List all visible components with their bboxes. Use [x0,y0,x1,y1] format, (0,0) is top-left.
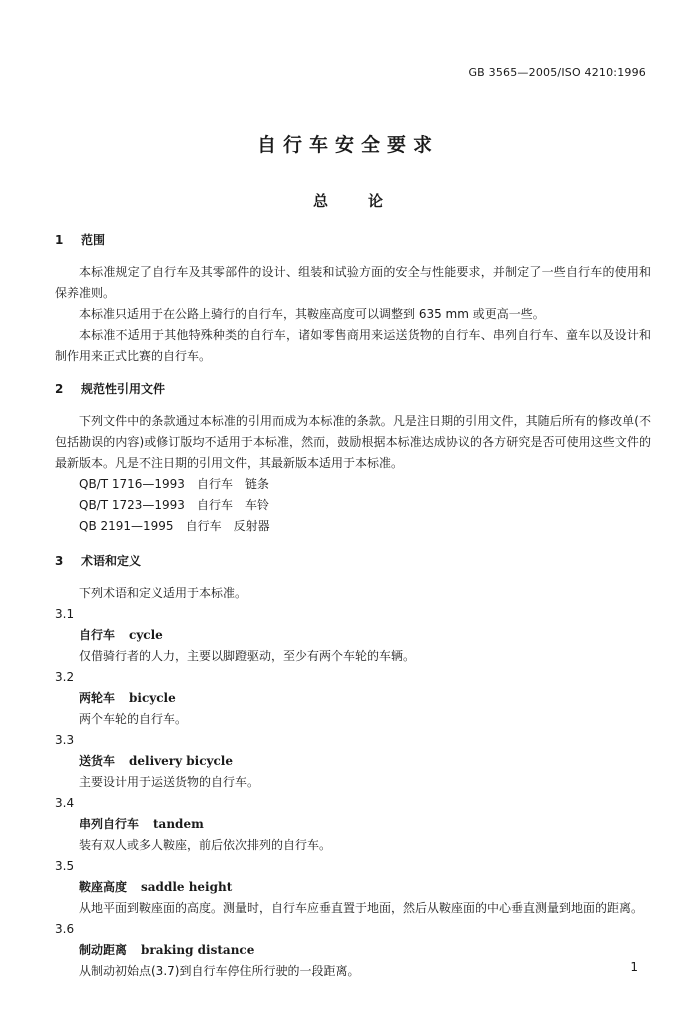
term-number: 3.4 [55,796,75,810]
paragraph: 下列文件中的条款通过本标准的引用而成为本标准的条款。凡是注日期的引用文件，其随后所有的修改单(不包括勘误的内容)或修订版均不适用于本标准，然而，鼓励根据本标准达成协议的各方研究是否可使用这些文件的最新版本。凡是不注日期的引用文件，其最新版本适用于本标准。 [55,414,651,470]
term-entry [55,751,651,772]
term-entry [55,625,651,646]
section-heading-scope [55,228,651,252]
paragraph: 本标准规定了自行车及其零部件的设计、组装和试验方面的安全与性能要求，并制定了一些自行车的使用和保养准则。 [55,265,651,300]
term-zh: 送货车 [79,754,116,768]
term-zh: 串列自行车 [79,817,140,831]
term-definition: 从地平面到鞍座面的高度。测量时，自行车应垂直置于地面，然后从鞍座面的中心垂直测量到地面的距离。 [79,901,644,915]
term-number: 3.3 [55,733,75,747]
section-number: 2 [55,382,64,396]
term-en: saddle height [141,880,233,894]
term-zh: 鞍座高度 [79,880,128,894]
section-number: 1 [55,233,64,247]
term-entry [55,940,651,961]
term-entry [55,877,651,898]
term-zh: 自行车 [79,628,116,642]
reference-item: QB 2191—1995 自行车 反射器 [79,519,270,533]
paragraph: 本标准不适用于其他特殊种类的自行车，诸如零售商用来运送货物的自行车、串列自行车、童车以及设计和制作用来正式比赛的自行车。 [55,328,651,363]
term-zh: 制动距离 [79,943,128,957]
paragraph: 下列术语和定义适用于本标准。 [79,586,248,600]
reference-item: QB/T 1716—1993 自行车 链条 [79,477,269,491]
section-heading-normative-references [55,377,651,401]
document-body [55,228,651,982]
section-title: 范围 [81,233,106,247]
term-number: 3.1 [55,607,75,621]
term-definition: 仅借骑行者的人力，主要以脚蹬驱动，至少有两个车轮的车辆。 [79,649,416,663]
section-title: 术语和定义 [81,554,142,568]
term-en: braking distance [141,943,255,957]
term-en: cycle [129,628,163,642]
term-definition: 从制动初始点(3.7)到自行车停住所行驶的一段距离。 [79,964,360,978]
term-en: tandem [153,817,204,831]
term-number: 3.5 [55,859,75,873]
term-definition: 装有双人或多人鞍座，前后依次排列的自行车。 [79,838,332,852]
reference-item: QB/T 1723—1993 自行车 车铃 [79,498,269,512]
term-entry [55,688,651,709]
term-zh: 两轮车 [79,691,116,705]
paragraph: 本标准只适用于在公路上骑行的自行车，其鞍座高度可以调整到 635 mm 或更高一些。 [79,307,545,321]
term-number: 3.6 [55,922,75,936]
section-heading-terms-and-definitions [55,549,651,573]
term-definition: 两个车轮的自行车。 [79,712,188,726]
term-number: 3.2 [55,670,75,684]
section-title: 规范性引用文件 [81,382,166,396]
section-number: 3 [55,554,64,568]
term-definition: 主要设计用于运送货物的自行车。 [79,775,260,789]
document-title: 自行车安全要求 [256,134,439,156]
document-subtitle: 总论 [312,192,423,210]
standard-code: GB 3565—2005/ISO 4210:1996 [468,66,646,79]
term-en: delivery bicycle [129,754,233,768]
page-number: 1 [630,960,638,974]
term-entry [55,814,651,835]
term-en: bicycle [129,691,176,705]
